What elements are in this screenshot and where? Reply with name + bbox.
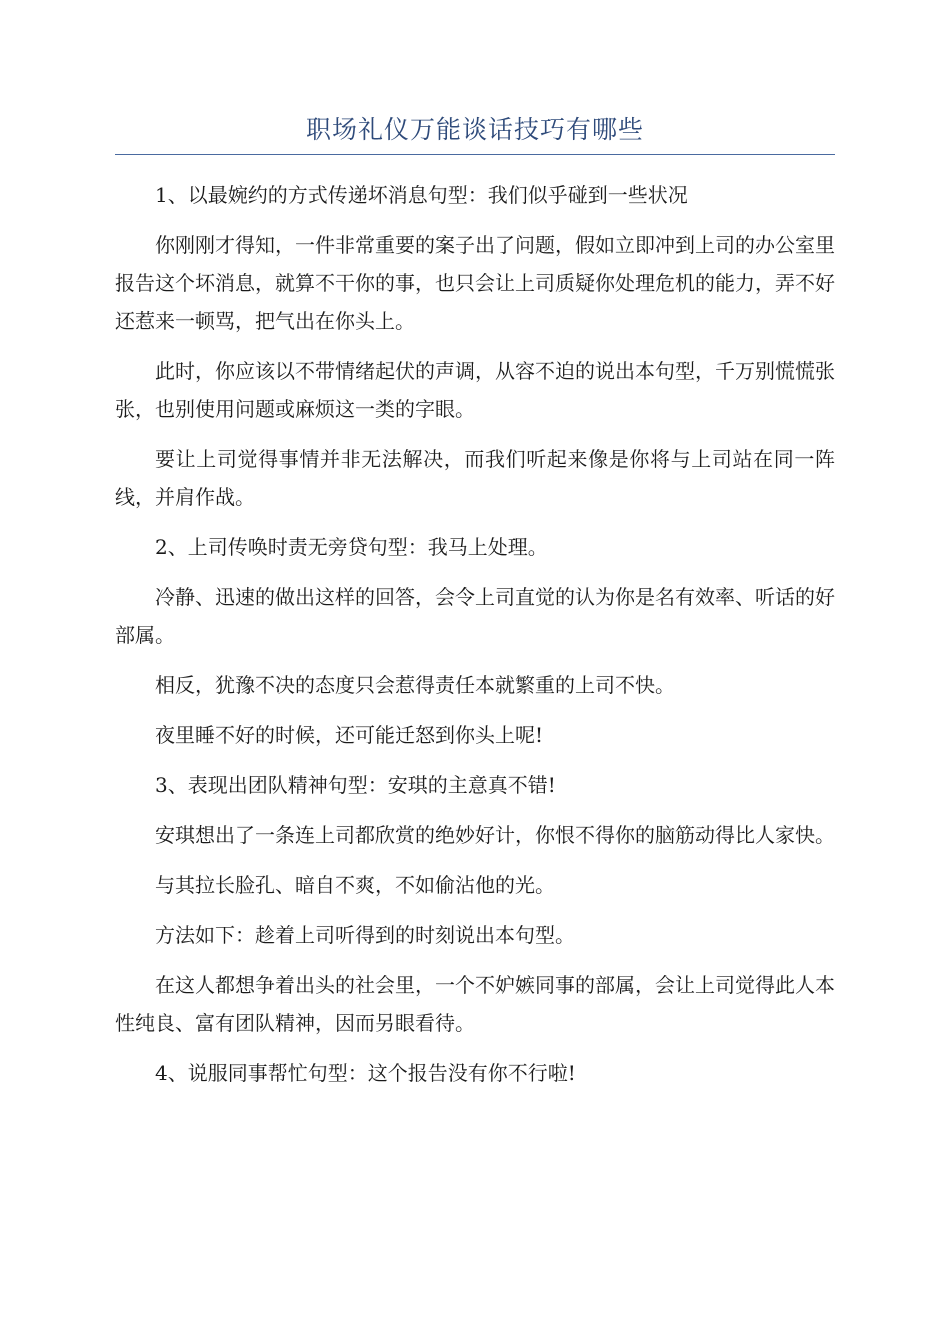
title-underline (115, 154, 835, 155)
paragraph-9: 3、表现出团队精神句型：安琪的主意真不错! (155, 773, 556, 797)
paragraph-14: 4、说服同事帮忙句型：这个报告没有你不行啦! (155, 1061, 576, 1085)
paragraph-11: 与其拉长脸孔、暗自不爽，不如偷沾他的光。 (155, 873, 555, 897)
page-title: 职场礼仪万能谈话技巧有哪些 (305, 115, 644, 144)
paragraph-4: 要让上司觉得事情并非无法解决，而我们听起来像是你将与上司站在同一阵线，并肩作战。 (115, 447, 835, 509)
paragraph-6: 冷静、迅速的做出这样的回答，会令上司直觉的认为你是名有效率、听话的好部属。 (115, 585, 835, 647)
paragraph-5: 2、上司传唤时责无旁贷句型：我马上处理。 (155, 535, 548, 559)
paragraph-7: 相反，犹豫不决的态度只会惹得责任本就繁重的上司不快。 (155, 673, 675, 697)
document-body (115, 176, 835, 1104)
paragraph-12: 方法如下：趁着上司听得到的时刻说出本句型。 (155, 923, 575, 947)
paragraph-3: 此时，你应该以不带情绪起伏的声调，从容不迫的说出本句型，千万别慌慌张张，也别使用问题或麻烦这一类的字眼。 (115, 359, 835, 421)
paragraph-13: 在这人都想争着出头的社会里，一个不妒嫉同事的部属，会让上司觉得此人本性纯良、富有团队精神，因而另眼看待。 (115, 973, 835, 1035)
paragraph-8: 夜里睡不好的时候，还可能迁怒到你头上呢! (155, 723, 544, 747)
paragraph-2: 你刚刚才得知，一件非常重要的案子出了问题，假如立即冲到上司的办公室里报告这个坏消息，就算不干你的事，也只会让上司质疑你处理危机的能力，弄不好还惹来一顿骂，把气出在你头上。 (115, 233, 835, 333)
paragraph-1: 1、以最婉约的方式传递坏消息句型：我们似乎碰到一些状况 (155, 183, 688, 207)
paragraph-10: 安琪想出了一条连上司都欣赏的绝妙好计，你恨不得你的脑筋动得比人家快。 (155, 823, 835, 847)
